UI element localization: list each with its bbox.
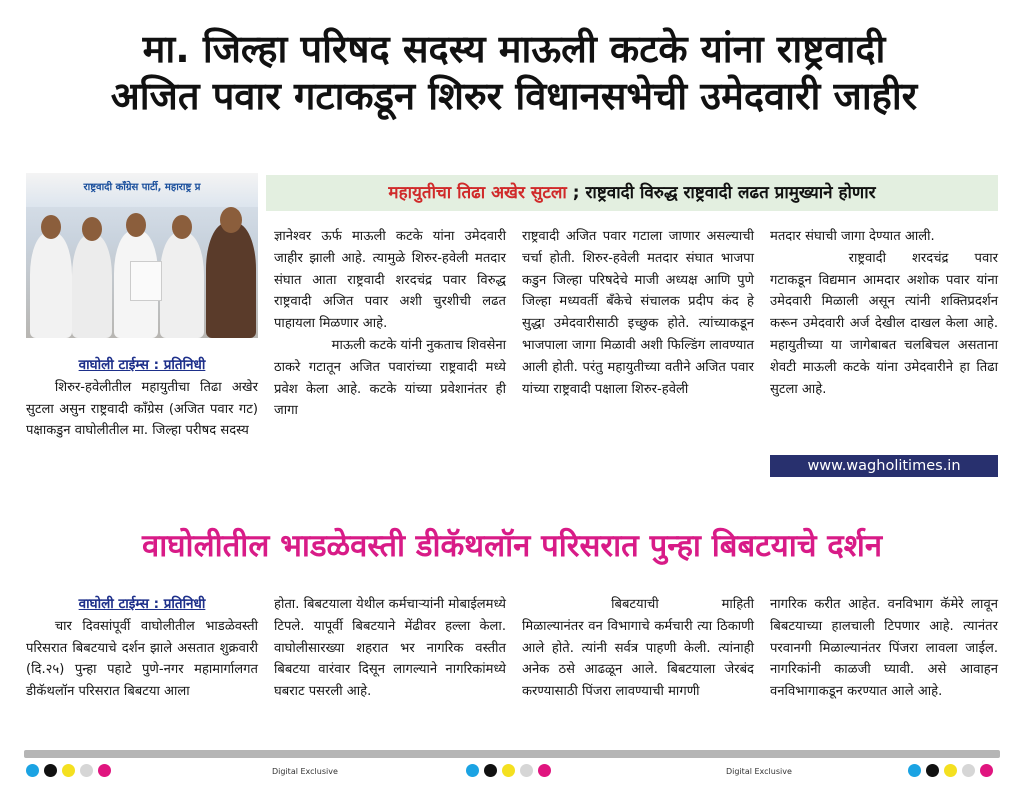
story1-column-3 [522, 226, 754, 400]
story2-column-3 [522, 594, 754, 703]
story1-subhead [266, 175, 998, 211]
story1-column-4 [770, 226, 998, 400]
story2-column-2 [274, 594, 506, 703]
registration-dot [80, 764, 93, 777]
website-url-badge[interactable]: www.wagholitimes.in [770, 455, 998, 477]
story1-col2-para2: माऊली कटके यांनी नुकताच शिवसेना ठाकरे गटातून अजित पवारांच्या राष्ट्रवादी मध्ये प्रवेश केला आहे. कटके यांच्या प्रवेशानंतर ही जागा [274, 337, 506, 419]
registration-dot [908, 764, 921, 777]
registration-dot [520, 764, 533, 777]
photo-banner: राष्ट्रवादी काँग्रेस पार्टी, महाराष्ट्र प्र [26, 173, 258, 207]
registration-dot [98, 764, 111, 777]
registration-dot [502, 764, 515, 777]
registration-dot [466, 764, 479, 777]
story1-col4-para1: मतदार संघाची जागा देण्यात आली. [770, 229, 935, 244]
main-headline-line1: मा. जिल्हा परिषद सदस्य माऊली कटके यांना राष्ट्रवादी [142, 27, 886, 71]
news-photo [26, 173, 258, 338]
story1-col1-text: शिरुर-हवेलीतील महायुतीचा तिढा अखेर सुटला असुन राष्ट्रवादी काँग्रेस (अजित पवार गट) पक्षाकडुन वाघोलीतील मा. जिल्हा परीषद सदस्य [26, 379, 258, 439]
color-registration-dots-right [908, 764, 993, 777]
photo-person-head [82, 217, 102, 241]
photo-person [72, 235, 112, 338]
photo-person-head [41, 215, 61, 239]
registration-dot [944, 764, 957, 777]
story1-byline: वाघोली टाईम्स : प्रतिनिधी [78, 357, 206, 373]
registration-dot [538, 764, 551, 777]
story2-col1-text: चार दिवसांपूर्वी वाघोलीतील भाडळेवस्ती परिसरात बिबटयाचे दर्शन झाले असतात शुक्रवारी (दि.२५) पुन्हा पहाटे पुणे-नगर महामार्गालगत डीकॅथलॉन परिसरात बिबटया आला [26, 618, 258, 700]
registration-dot [62, 764, 75, 777]
story2-column-4 [770, 594, 998, 703]
photo-person-head [220, 207, 242, 233]
registration-dot [980, 764, 993, 777]
story2-col3-text: बिबटयाची माहिती मिळाल्यानंतर वन विभागाचे कर्मचारी त्या ठिकाणी आले होते. त्यांनी सर्वत्र पाहणी केली. त्यांनाही अनेक ठसे आढळून आले. बिबटयाला जेरबंद करण्यासाठी पिंजरा लावण्याची मागणी [522, 597, 754, 700]
photo-person [30, 233, 72, 338]
footer-divider [24, 750, 1000, 758]
photo-person [206, 223, 256, 338]
story2-col4-text: नागरिक करीत आहेत. वनविभाग कॅमेरे लावून बिबटयाच्या हालचाली टिपणार आहे. त्यानंतर परवानगी मिळाल्यानंतर पिंजरा लावला जाईल. नागरिकांनी काळजी घ्यावी. असे आवाहन वनविभागाकडून करण्यात आले आहे. [770, 597, 998, 700]
registration-dot [26, 764, 39, 777]
story2-col2-text: होता. बिबटयाला येथील कर्मचाऱ्यांनी मोबाईलमध्ये टिपले. यापूर्वी बिबटयाने मेंढीवर हल्ला केला. वाघोलीसारख्या शहरात भर नागरिक वस्तीत बिबटया वारंवार दिसून लागल्याने नागरिकांमध्ये घबराट पसरली आहे. [274, 597, 506, 700]
photo-document [130, 261, 162, 301]
story1-column-2 [274, 226, 506, 422]
photo-person [160, 233, 204, 338]
registration-dot [484, 764, 497, 777]
subhead-separator: ; [566, 183, 586, 203]
story1-col2-para1: ज्ञानेश्वर ऊर्फ माऊली कटके यांना उमेदवारी जाहीर झाली आहे. त्यामुळे शिरुर-हवेली मतदार संघात आता राष्ट्रवादी शरदचंद्र पवार विरुद्ध राष्ट्रवादी अजित पवार अशी चुरशीची लढत पाहायला मिळणार आहे. [274, 229, 506, 332]
color-registration-dots-left [26, 764, 111, 777]
registration-dot [44, 764, 57, 777]
main-headline-line2: अजित पवार गटाकडून शिरुर विधानसभेची उमेदवारी जाहीर [110, 74, 918, 118]
subhead-highlight: महायुतीचा तिढा अखेर सुटला [388, 183, 567, 203]
story2-byline: वाघोली टाईम्स : प्रतिनिधी [78, 596, 206, 612]
photo-person-head [126, 213, 146, 237]
color-registration-dots-center [466, 764, 551, 777]
footer-label-right: Digital Exclusive [726, 767, 792, 776]
registration-dot [926, 764, 939, 777]
story2-headline: वाघोलीतील भाडळेवस्ती डीकॅथलॉन परिसरात पुन्हा बिबटयाचे दर्शन [141, 528, 883, 564]
footer-label-left: Digital Exclusive [272, 767, 338, 776]
story1-column-1 [26, 355, 258, 442]
story1-col3-text: राष्ट्रवादी अजित पवार गटाला जाणार असल्याची चर्चा होती. शिरुर-हवेली मतदार संघात भाजपा कडुन जिल्हा परिषदेचे माजी अध्यक्ष आणि पुणे जिल्हा मध्यवर्ती बँकेचे संचालक प्रदीप कंद हे सुद्धा उमेदवारीसाठी इच्छुक होते. त्यांच्याकडून भाजपाला जागा मिळावी अशी फिल्डिंग लावण्यात आली होती. परंतु महायुतीच्या वतीने अजित पवार यांच्या राष्ट्रवादी पक्षाला शिरुर-हवेली [522, 229, 754, 397]
photo-person-head [172, 215, 192, 239]
story2-column-1 [26, 594, 258, 703]
subhead-rest: राष्ट्रवादी विरुद्ध राष्ट्रवादी लढत प्रामुख्याने होणार [585, 183, 876, 203]
story1-col4-para2: राष्ट्रवादी शरदचंद्र पवार गटाकडून विद्यमान आमदार अशोक पवार यांना उमेदवारी मिळाली असून त्यांनी शक्तिप्रदर्शन करून उमेदवारी अर्ज देखील दाखल केला आहे. महायुतीच्या या जागेबाबत चलबिचल असताना शेवटी माऊली कटके यांना उमेदवारीने हा तिढा सुटला आहे. [770, 250, 998, 397]
registration-dot [962, 764, 975, 777]
main-headline [14, 26, 1014, 120]
